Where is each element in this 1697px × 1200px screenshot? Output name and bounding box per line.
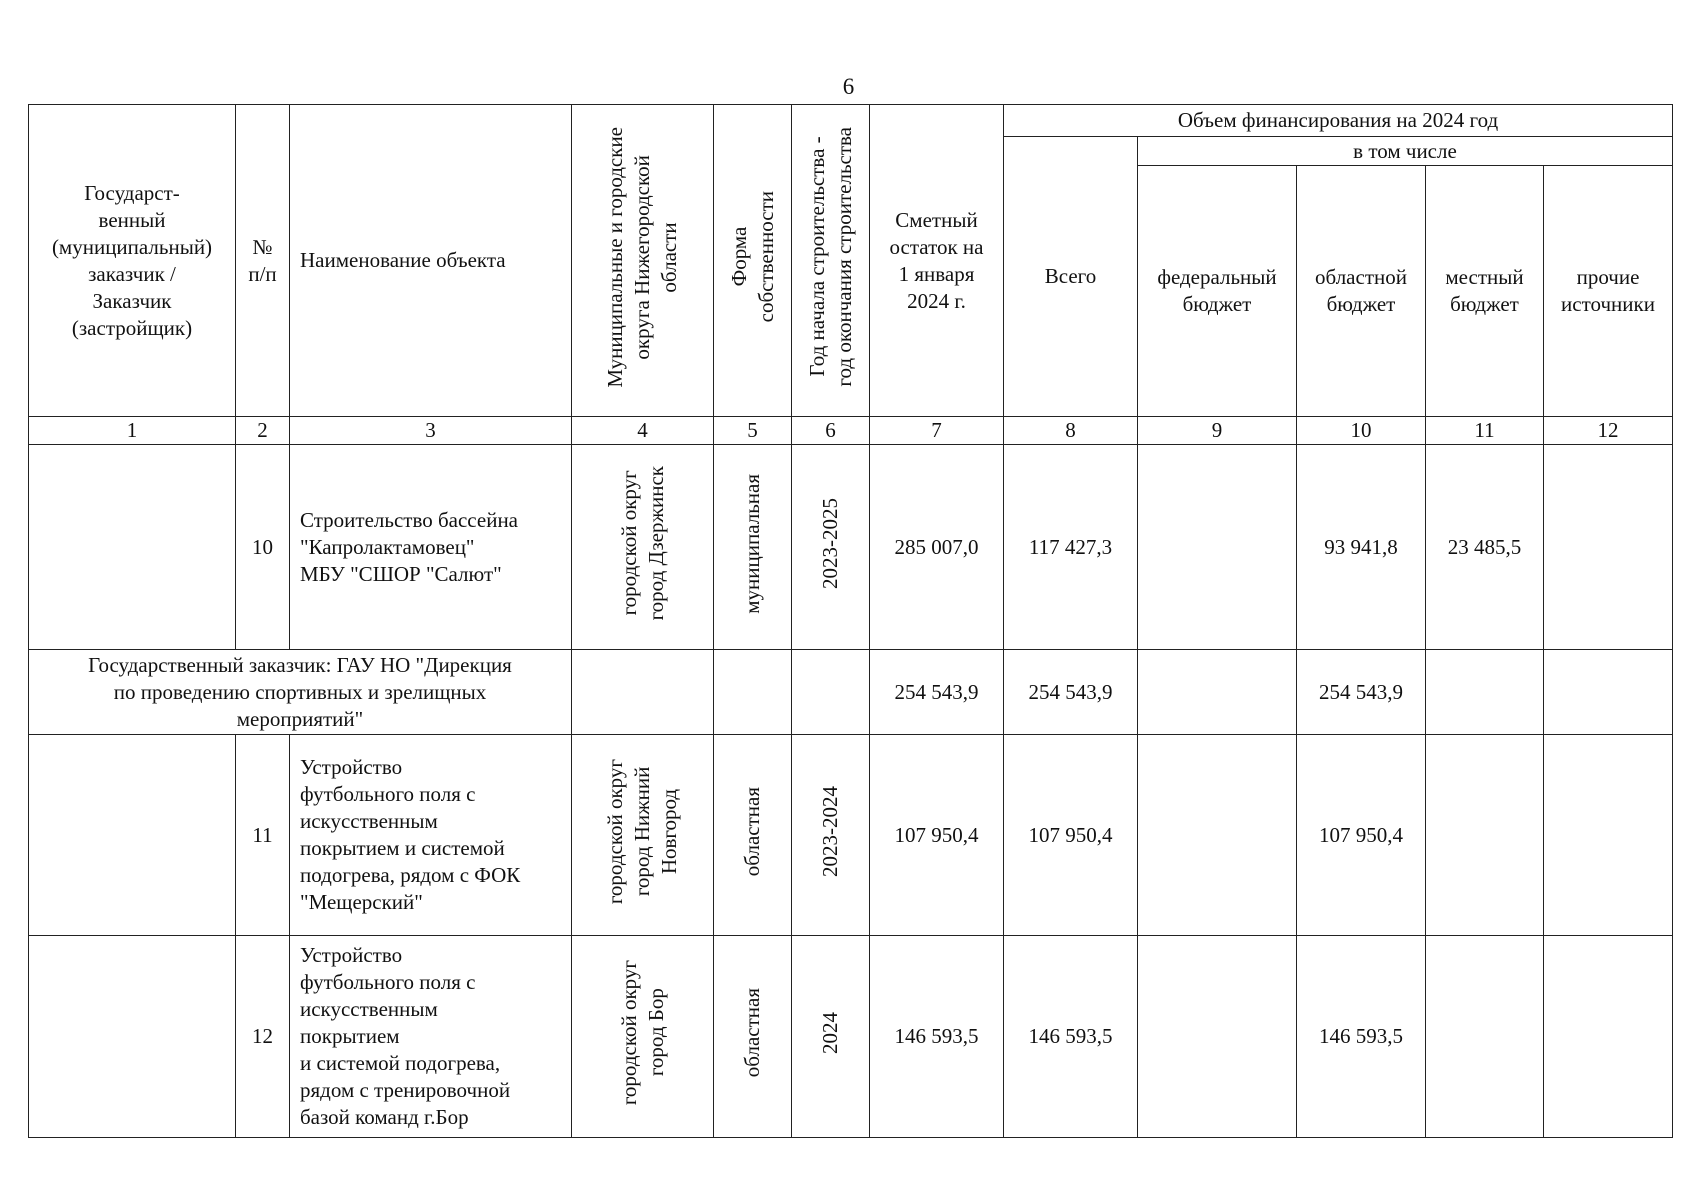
- column-number: 2: [236, 417, 290, 445]
- cell-years: 2023-2024: [792, 735, 870, 936]
- cell-remainder: 285 007,0: [870, 445, 1004, 650]
- cell-ownership: областная: [714, 735, 792, 936]
- cell-object-name: Строительство бассейна "Капролактамовец" МБУ "СШОР "Салют": [290, 445, 572, 650]
- header-customer: Государст- венный (муниципальный) заказчик / Заказчик (застройщик): [29, 105, 236, 417]
- column-number: 4: [572, 417, 714, 445]
- cell-regional: 254 543,9: [1297, 650, 1426, 735]
- header-ownership: Форма собственности: [714, 105, 792, 417]
- cell-total: 117 427,3: [1004, 445, 1138, 650]
- cell-local: [1426, 936, 1544, 1138]
- cell-customer: [29, 445, 236, 650]
- cell-years: 2023-2025: [792, 445, 870, 650]
- header-row: [29, 105, 1673, 137]
- customer-group-row: [29, 650, 1673, 735]
- column-number: 8: [1004, 417, 1138, 445]
- cell-ownership: [714, 650, 792, 735]
- cell-federal: [1138, 445, 1297, 650]
- header-object-name: Наименование объекта: [290, 105, 572, 417]
- cell-federal: [1138, 735, 1297, 936]
- cell-remainder: 254 543,9: [870, 650, 1004, 735]
- cell-district: городской округ город Бор: [572, 936, 714, 1138]
- cell-federal: [1138, 650, 1297, 735]
- header-including: в том числе: [1138, 137, 1673, 166]
- header-financing: Объем финансирования на 2024 год: [1004, 105, 1673, 137]
- cell-num: 11: [236, 735, 290, 936]
- cell-other: [1544, 650, 1673, 735]
- cell-regional: 146 593,5: [1297, 936, 1426, 1138]
- cell-other: [1544, 445, 1673, 650]
- cell-remainder: 146 593,5: [870, 936, 1004, 1138]
- cell-district: [572, 650, 714, 735]
- column-number: 11: [1426, 417, 1544, 445]
- financing-table: [28, 104, 1673, 1138]
- table-row: [29, 936, 1673, 1138]
- column-number: 7: [870, 417, 1004, 445]
- column-number: 6: [792, 417, 870, 445]
- cell-local: 23 485,5: [1426, 445, 1544, 650]
- column-number: 12: [1544, 417, 1673, 445]
- page-number: 6: [842, 74, 855, 99]
- cell-local: [1426, 735, 1544, 936]
- cell-federal: [1138, 936, 1297, 1138]
- cell-num: 10: [236, 445, 290, 650]
- column-number: 10: [1297, 417, 1426, 445]
- header-num: № п/п: [236, 105, 290, 417]
- cell-customer: [29, 936, 236, 1138]
- header-federal: федеральный бюджет: [1138, 166, 1297, 417]
- cell-regional: 93 941,8: [1297, 445, 1426, 650]
- cell-other: [1544, 936, 1673, 1138]
- cell-num: 12: [236, 936, 290, 1138]
- cell-object-name: Устройство футбольного поля с искусственным покрытием и системой подогрева, рядом с ФОК "Мещерский": [290, 735, 572, 936]
- column-number: 3: [290, 417, 572, 445]
- header-total: Всего: [1004, 137, 1138, 417]
- table-row: [29, 735, 1673, 936]
- column-numbers-row: [29, 417, 1673, 445]
- cell-total: 254 543,9: [1004, 650, 1138, 735]
- header-regional: областной бюджет: [1297, 166, 1426, 417]
- header-local: местный бюджет: [1426, 166, 1544, 417]
- cell-years: 2024: [792, 936, 870, 1138]
- header-remainder: Сметный остаток на 1 января 2024 г.: [870, 105, 1004, 417]
- header-years: Год начала строительства - год окончания строительства: [792, 105, 870, 417]
- header-districts: Муниципальные и городские округа Нижегородской области: [572, 105, 714, 417]
- cell-total: 107 950,4: [1004, 735, 1138, 936]
- cell-total: 146 593,5: [1004, 936, 1138, 1138]
- cell-customer-group: Государственный заказчик: ГАУ НО "Дирекция по проведению спортивных и зрелищных мероприятий": [29, 650, 572, 735]
- cell-object-name: Устройство футбольного поля с искусственным покрытием и системой подогрева, рядом с тренировочной базой команд г.Бор: [290, 936, 572, 1138]
- cell-years: [792, 650, 870, 735]
- column-number: 1: [29, 417, 236, 445]
- cell-ownership: областная: [714, 936, 792, 1138]
- cell-district: городской округ город Нижний Новгород: [572, 735, 714, 936]
- table-row: [29, 445, 1673, 650]
- cell-regional: 107 950,4: [1297, 735, 1426, 936]
- header-other: прочие источники: [1544, 166, 1673, 417]
- cell-local: [1426, 650, 1544, 735]
- column-number: 9: [1138, 417, 1297, 445]
- cell-remainder: 107 950,4: [870, 735, 1004, 936]
- cell-other: [1544, 735, 1673, 936]
- cell-customer: [29, 735, 236, 936]
- cell-district: городской округ город Дзержинск: [572, 445, 714, 650]
- column-number: 5: [714, 417, 792, 445]
- cell-ownership: муниципальная: [714, 445, 792, 650]
